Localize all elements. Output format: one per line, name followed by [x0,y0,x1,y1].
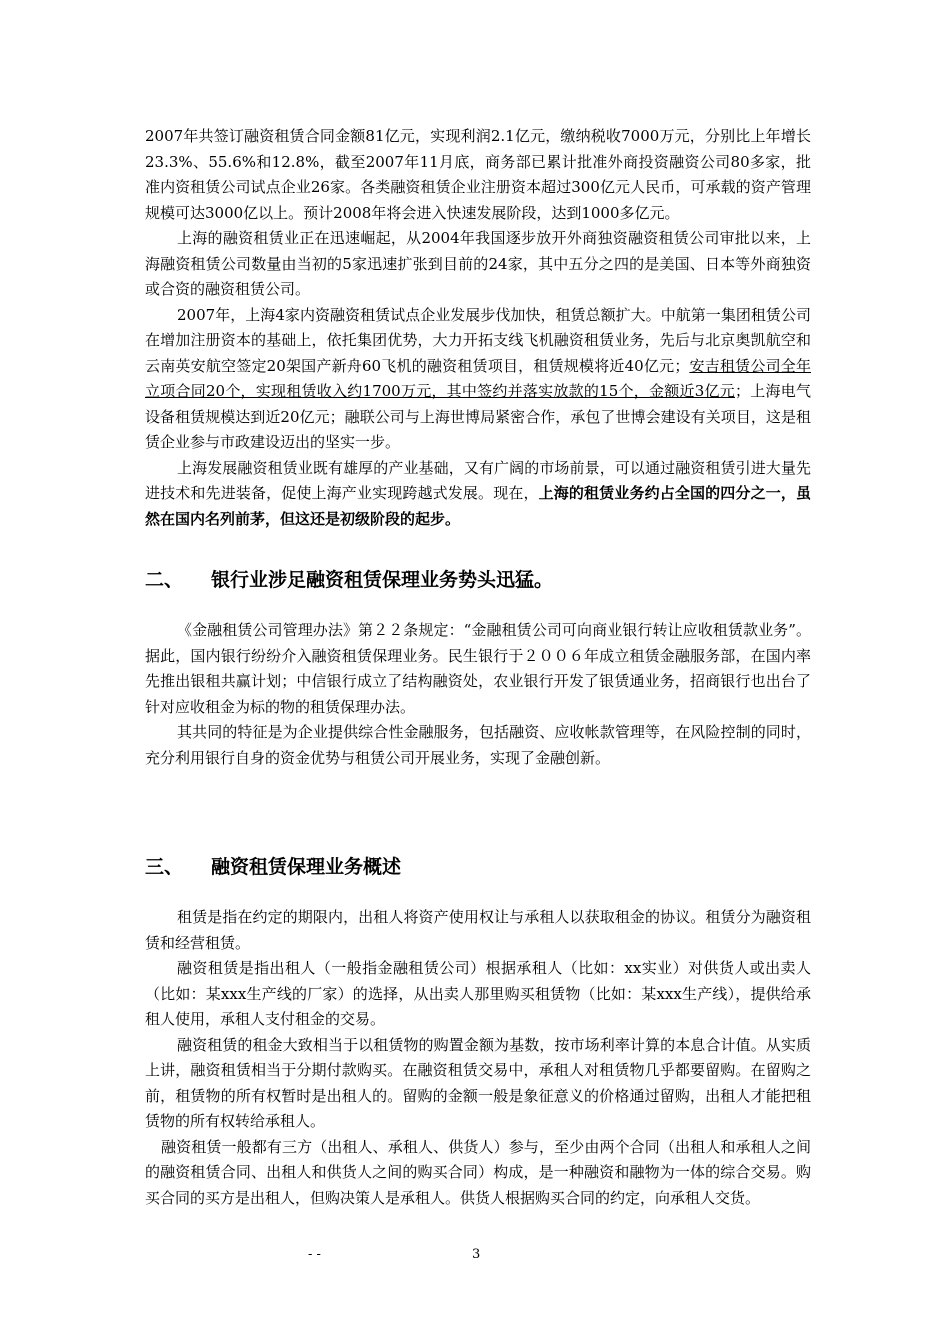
section-heading-3 [145,853,811,881]
paragraph-shanghai-leasing-rise: 上海的融资租赁业正在迅速崛起，从2004年我国逐步放开外商独资融资租赁公司审批以来，上海融资租赁公司数量由当初的5家迅速扩张到目前的24家，其中五分之四的是美国、日本等外商独资或合资的融资租赁公司。 [145,229,811,298]
section-number: 三、 [145,856,184,878]
paragraph-statistics-2007: 2007年共签订融资租赁合同金额81亿元，实现利润2.1亿元，缴纳税收7000万元，分别比上年增长23.3%、55.6%和12.8%，截至2007年11月底，商务部已累计批准外商投资融资公司80多家，批准内资租赁公司试点企业26家。各类融资租赁企业注册资本超过300亿元人民币，可承载的资产管理规模可达3000亿以上。预计2008年将会进入快速发展阶段，达到1000多亿元。 [145,127,811,222]
paragraph-leasing-definition: 租赁是指在约定的期限内，出租人将资产使用权让与承租人以获取租金的协议。租赁分为融资租赁和经营租赁。 [145,908,811,952]
paragraph-three-parties: 融资租赁一般都有三方（出租人、承租人、供货人）参与，至少由两个合同（出租人和承租人之间的融资租赁合同、出租人和供货人之间的购买合同）构成，是一种融资和融物为一体的综合交易。购买合同的买方是出租人，但购决策人是承租人。供货人根据购买合同的约定，向承租人交货。 [145,1137,811,1207]
paragraph-financial-leasing-definition: 融资租赁是指出租人（一般指金融租赁公司）根据承租人（比如：xx实业）对供货人或出卖人（比如：某xxx生产线的厂家）的选择，从出卖人那里购买租赁物（比如：某xxx生产线），提供给承租人使用，承租人支付租金的交易。 [145,959,811,1028]
text-segment: 2007年，上海4家内资融资租赁试点企业发展步伐加快，租赁总额扩大。中航第一集团租赁公司在增加注册资本的基础上，依托集团优势，大力开拓支线飞机融资租赁业务，先后与北京奥凯航空和云南英安航空签定20架国产新舟60飞机的融资租赁项目，租赁规模将近40亿元； [145,305,811,375]
paragraph-common-features: 其共同的特征是为企业提供综合性金融服务，包括融资、应收帐款管理等，在风险控制的同时，充分利用银行自身的资金优势与租赁公司开展业务，实现了金融创新。 [145,723,811,767]
section-title: 融资租赁保理业务概述 [211,856,402,878]
paragraph-shanghai-pilot-enterprises [145,303,811,456]
footer-dashes: - - [308,1247,321,1262]
section-number: 二、 [145,569,184,591]
text-segment: ；上海电气设备租赁规模达到近20亿元；融联公司与上海世博局紧密合作，承包了世博会建设有关项目，这是租赁企业参与市政建设迈出的坚实一步。 [145,382,811,451]
section-title: 银行业涉足融资租赁保理业务势头迅猛。 [211,569,554,591]
underlined-text-segment: 安吉租赁公司全年立项合同20个，实现租赁收入约1700万元，其中签约并落实放款的15个，金额近3亿元 [145,356,811,400]
paragraph-rent-calculation: 融资租赁的租金大致相当于以租赁物的购置金额为基数，按市场利率计算的本息合计值。从实质上讲，融资租赁相当于分期付款购买。在融资租赁交易中，承租人对租赁物几乎都要留购。在留购之前，租赁物的所有权暂时是出租人的。留购的金额一般是象征意义的价格通过留购，出租人才能把租赁物的所有权转给承租人。 [145,1035,811,1130]
text-segment: 上海发展融资租赁业既有雄厚的产业基础，又有广阔的市场前景，可以通过融资租赁引进大量先进技术和先进装备，促使上海产业实现跨越式发展。现在， [145,458,811,502]
bold-text-segment: 上海的租赁业务约占全国的四分之一，虽然在国内名列前茅，但这还是初级阶段的起步。 [145,484,811,528]
paragraph-financial-leasing-regulation: 《金融租赁公司管理办法》第２２条规定：“金融租赁公司可向商业银行转让应收租赁款业务”。据此，国内银行纷纷介入融资租赁保理业务。民生银行于２００６年成立租赁金融服务部，在国内率先推出银租共赢计划；中信银行成立了结构融资处，农业银行开发了银赁通业务，招商银行也出台了针对应收租金为标的物的租赁保理办法。 [145,621,811,716]
section-heading-2 [145,566,811,594]
document-body [145,124,811,1211]
paragraph-shanghai-development [145,456,811,533]
page-number: 3 [472,1247,481,1262]
